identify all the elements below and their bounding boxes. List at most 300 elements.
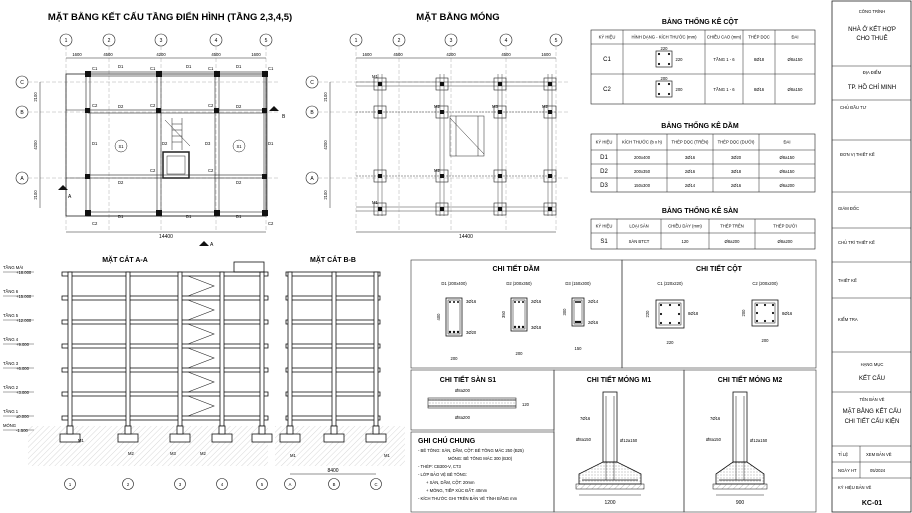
label-c1: C1 xyxy=(92,66,98,71)
rebar-dot xyxy=(577,301,579,303)
cell-stirrup: Ø8a150 xyxy=(787,57,803,62)
section-aa-title: MẶT CẮT A-A xyxy=(102,257,148,264)
level-elevation: +3.000 xyxy=(16,390,29,395)
footing-column xyxy=(498,174,502,178)
rebar-dot xyxy=(514,301,516,303)
level-name: TẦNG 3 xyxy=(3,361,19,366)
beam-name: D1 (200x400) xyxy=(441,281,467,286)
beam-cell: 150x300 xyxy=(633,183,651,188)
floor-plan-title: MẶT BẰNG KẾT CẤU TẦNG ĐIỂN HÌNH (TẦNG 2,3,4,5) xyxy=(47,12,293,23)
label-m1: M1 xyxy=(372,74,378,79)
rebar-dot xyxy=(764,304,766,306)
beam-section xyxy=(446,298,462,336)
grid-letter: C xyxy=(374,482,378,487)
rebar-dot xyxy=(678,313,680,315)
cell-symbol: C1 xyxy=(603,57,611,63)
section-column xyxy=(68,272,72,426)
beam-bottom-bar: 3Ø18 xyxy=(531,325,542,330)
section-pedestal xyxy=(287,426,293,434)
span-label: 4500 xyxy=(501,52,511,57)
footing-column xyxy=(378,110,382,114)
category-value: KẾT CẤU xyxy=(859,376,885,382)
label-m2: M2 xyxy=(434,104,440,109)
label-m1: M1 xyxy=(384,453,390,458)
grid-number: 3 xyxy=(159,38,163,44)
rebar-dot xyxy=(514,326,516,328)
rebar-dot xyxy=(579,321,581,323)
section-aa-grid-heads xyxy=(65,479,268,490)
beam-cell: 200x350 xyxy=(633,169,651,174)
section-aa-ground xyxy=(28,426,268,466)
section-footing xyxy=(324,434,344,442)
grid-number: 4 xyxy=(214,38,218,44)
label-d1: D1 xyxy=(186,64,192,69)
slab-detail xyxy=(428,388,530,420)
date-value: 05/2024 xyxy=(870,468,886,473)
rebar-dot xyxy=(449,301,451,303)
beam-cell: D3 xyxy=(600,183,608,189)
span-label: 4500 xyxy=(103,52,113,57)
foundation-plan xyxy=(306,11,568,240)
section-pedestal xyxy=(259,426,265,434)
beam-bottom-bar: 3Ø20 xyxy=(466,330,477,335)
slab-schedule xyxy=(591,205,815,249)
rebar-dot xyxy=(668,63,670,65)
rebar-dot xyxy=(457,301,459,303)
floor-slab xyxy=(62,296,268,300)
label-d2: D2 xyxy=(118,104,124,109)
rebar-dot xyxy=(453,301,455,303)
rebar-dot xyxy=(756,304,758,306)
section-mark-a: A xyxy=(68,194,72,200)
beam-cell: 3Ø18 xyxy=(730,169,742,174)
note-line: - LỚP BẢO VỆ BÊ TÔNG: xyxy=(418,472,468,477)
rebar-dot xyxy=(658,93,660,95)
footing-bar: Ø12a150 xyxy=(750,438,768,443)
level-elevation: +15.000 xyxy=(16,294,32,299)
rebar-dot xyxy=(522,326,524,328)
note-line: + MÓNG, TIẾP XÚC ĐẤT: 40mm xyxy=(426,488,488,493)
grid-number: 3 xyxy=(449,38,453,44)
floor-plan-total-length: 14400 xyxy=(159,234,173,240)
span-label: 4500 xyxy=(211,52,221,57)
label-c2: C2 xyxy=(92,103,98,108)
footing-bar: Ø12a150 xyxy=(620,438,638,443)
column-stirrup xyxy=(659,303,681,325)
cell-stirrup: Ø8a150 xyxy=(787,87,803,92)
section-pedestal xyxy=(219,426,225,434)
cell-dim: 220 xyxy=(660,46,668,51)
grid-number: 1 xyxy=(354,38,358,44)
label-c2: C2 xyxy=(268,221,274,226)
rebar-dot xyxy=(668,93,670,95)
stair-flight xyxy=(188,348,214,368)
column-bar: 8Ø16 xyxy=(782,311,793,316)
column-details xyxy=(645,281,793,345)
level-name: TẦNG 1 xyxy=(3,409,19,414)
section-pedestal xyxy=(67,426,73,434)
span-label: 1600 xyxy=(251,52,261,57)
grid-number: 2 xyxy=(126,482,130,487)
column-dim: 220 xyxy=(645,310,650,318)
designer-unit-label: ĐƠN VỊ THIẾT KẾ xyxy=(840,152,875,157)
beam-cell: Ø6a200 xyxy=(779,183,795,188)
beam-height: 300 xyxy=(562,308,567,316)
beam-width: 200 xyxy=(515,351,523,356)
section-footing xyxy=(170,434,190,442)
table-header: CHIỀU DÀY (mm) xyxy=(668,223,702,229)
label-m1: M1 xyxy=(290,453,296,458)
beam-detail-title: CHI TIẾT DẦM xyxy=(492,266,540,273)
level-elevation: -1.500 xyxy=(16,428,28,433)
beam-details xyxy=(436,281,599,361)
column-detail-title: CHI TIẾT CỘT xyxy=(696,266,742,273)
table-header: THÉP DỌC (TRÊN) xyxy=(671,139,709,145)
span-label: 2100 xyxy=(33,92,38,102)
rebar-dot xyxy=(772,304,774,306)
rebar-dot xyxy=(772,312,774,314)
cell-dim: 220 xyxy=(675,57,683,62)
label-c2: C2 xyxy=(150,168,156,173)
table-header: LOẠI SÀN xyxy=(629,223,649,229)
label-c2: C2 xyxy=(208,168,214,173)
section-level-markers xyxy=(3,265,34,433)
foundation-grid-heads xyxy=(306,34,568,230)
table-header: ĐAI xyxy=(783,139,791,145)
section-column xyxy=(288,272,292,426)
table-header: KÝ HIỆU xyxy=(598,34,616,40)
section-aa xyxy=(3,255,272,490)
notes-title: GHI CHÚ CHUNG xyxy=(418,438,476,445)
label-d2: D2 xyxy=(118,180,124,185)
footing-lean-concrete xyxy=(576,484,644,489)
label-c2: C2 xyxy=(208,103,214,108)
rebar-dot xyxy=(678,304,680,306)
cell-symbol: C2 xyxy=(603,87,611,93)
beam-stirrup xyxy=(574,300,582,324)
label-c1: C1 xyxy=(208,66,214,71)
beam-top-bar: 2Ø16 xyxy=(531,299,542,304)
section-mark-b: B xyxy=(282,114,286,120)
grid-number: 4 xyxy=(504,38,508,44)
footing-pedestal xyxy=(603,392,617,462)
foundation-footings xyxy=(372,74,556,215)
label-d1: D1 xyxy=(268,141,274,146)
section-footing xyxy=(60,434,80,442)
rebar-dot xyxy=(668,53,670,55)
slab-cell: Ø8a200 xyxy=(777,239,793,244)
column-bar: 8Ø18 xyxy=(688,311,699,316)
cell-long-bar: 8Ø16 xyxy=(753,87,765,92)
notes-lines xyxy=(418,448,524,501)
rebar-dot xyxy=(756,320,758,322)
project-label: CÔNG TRÌNH xyxy=(858,9,886,14)
table-header: CHIỀU CAO (mm) xyxy=(706,34,742,40)
floor-slab xyxy=(62,344,268,348)
table-header: THÉP TRÊN xyxy=(720,223,744,229)
beam-name: D2 (200x350) xyxy=(506,281,532,286)
label-d2: D2 xyxy=(236,104,242,109)
label-d1: D1 xyxy=(236,214,242,219)
stair-flight xyxy=(188,300,214,320)
table-header: KÝ HIỆU xyxy=(595,139,613,145)
cell-dim: 200 xyxy=(660,76,668,81)
beam-height: 350 xyxy=(501,311,506,318)
rebar-dot xyxy=(658,83,660,85)
footing-bar: 7Ø16 xyxy=(580,416,591,421)
table-header: THÉP DƯỚI xyxy=(773,223,797,229)
footing-lean-concrete xyxy=(713,484,767,489)
label-d3: D3 xyxy=(205,141,211,146)
grid-number: 2 xyxy=(107,38,111,44)
beam-name: D3 (150x300) xyxy=(565,281,591,286)
beam-cell: D2 xyxy=(600,169,608,175)
beam-top-bar: 3Ø16 xyxy=(466,299,477,304)
footing-column xyxy=(378,174,382,178)
label-d2: D2 xyxy=(162,141,168,146)
column-name: C1 (220x220) xyxy=(657,281,683,286)
grid-letter: B xyxy=(310,110,314,116)
section-column xyxy=(126,272,130,426)
drawing-name-line2: CHI TIẾT CẤU KIỆN xyxy=(844,419,900,425)
label-m1: M1 xyxy=(78,438,84,443)
section-bb-frame xyxy=(286,272,380,426)
section-footing xyxy=(118,434,138,442)
rebar-dot xyxy=(457,331,459,333)
span-label: 1600 xyxy=(362,52,372,57)
label-d1: D1 xyxy=(118,64,124,69)
slab-top-bar: Ø8a200 xyxy=(455,388,470,393)
grid-number: 4 xyxy=(220,482,224,487)
level-elevation: +18.000 xyxy=(16,270,32,275)
beam-schedule xyxy=(591,120,815,192)
note-line: MÓNG: BÊ TÔNG MÁC 300 (B30) xyxy=(448,456,513,461)
table-header: KÍCH THƯỚC (b x h) xyxy=(622,139,662,145)
stair-flight xyxy=(188,324,214,344)
column-name: C2 (200x200) xyxy=(752,281,778,286)
footing-column xyxy=(440,174,444,178)
section-pedestal xyxy=(125,426,131,434)
footing-column xyxy=(440,207,444,211)
stair-flight xyxy=(188,396,214,416)
footing-width: 1200 xyxy=(604,500,616,506)
label-c2: C2 xyxy=(92,221,98,226)
label-m2: M2 xyxy=(434,168,440,173)
grid-letter: A xyxy=(288,482,292,487)
footing-m2-title: CHI TIẾT MÓNG M2 xyxy=(717,377,783,384)
rebar-dot xyxy=(518,301,520,303)
footing-bar: 7Ø16 xyxy=(710,416,721,421)
footing-base xyxy=(579,462,641,484)
date-label: NGÀY HT xyxy=(838,468,857,473)
footing-column xyxy=(548,110,552,114)
floor-slab xyxy=(62,392,268,396)
footing-column xyxy=(498,82,502,86)
drawing-code-label: KÝ HIỆU BẢN VẼ xyxy=(838,485,872,490)
grid-number: 1 xyxy=(64,38,68,44)
section-column xyxy=(332,272,336,426)
label-m3: M3 xyxy=(492,104,498,109)
grid-letter: C xyxy=(20,80,24,86)
span-label: 4200 xyxy=(446,52,456,57)
section-footing xyxy=(366,434,386,442)
stair-flight xyxy=(188,372,214,392)
section-bb xyxy=(275,255,405,490)
foundation-stair xyxy=(450,116,484,156)
floor-plan-stair xyxy=(163,118,190,178)
rebar-dot xyxy=(669,322,671,324)
cell-height: TẦNG 1 - 6 xyxy=(713,57,735,62)
footing-m2-detail xyxy=(706,392,768,506)
slab-schedule-title: BẢNG THỐNG KÊ SÀN xyxy=(661,208,739,215)
rebar-dot xyxy=(579,301,581,303)
label-m1: M1 xyxy=(372,200,378,205)
foundation-span-labels xyxy=(323,52,551,200)
beam-schedule-title: BẢNG THỐNG KÊ DẦM xyxy=(661,123,739,130)
table-header: KÝ HIỆU xyxy=(595,223,613,229)
slab-cell: SÀN BTCT xyxy=(628,239,650,244)
slab-thickness: 120 xyxy=(522,402,529,407)
drawing-code-value: KC-01 xyxy=(861,500,883,507)
rebar-dot xyxy=(756,312,758,314)
level-elevation: +9.000 xyxy=(16,342,29,347)
section-pedestal xyxy=(177,426,183,434)
table-header: THÉP DỌC xyxy=(748,34,770,40)
column-dim: 200 xyxy=(761,338,769,343)
footing-column xyxy=(378,207,382,211)
section-pedestal xyxy=(373,426,379,434)
table-header: HÌNH DẠNG - KÍCH THƯỚC (mm) xyxy=(631,34,697,40)
rebar-dot xyxy=(658,53,660,55)
table-header: ĐAI xyxy=(791,34,799,40)
level-name: TẦNG 2 xyxy=(3,385,19,390)
level-name: TẦNG 5 xyxy=(3,313,19,318)
rebar-dot xyxy=(518,326,520,328)
cell-long-bar: 8Ø18 xyxy=(753,57,765,62)
section-pedestal xyxy=(331,426,337,434)
stair-flight xyxy=(188,276,214,296)
rebar-dot xyxy=(678,322,680,324)
beam-top-bar: 2Ø14 xyxy=(588,299,599,304)
grid-letter: A xyxy=(20,176,24,182)
footing-base xyxy=(716,462,764,484)
note-line: - KÍCH THƯỚC GHI TRÊN BẢN VẼ TÍNH BẰNG mm xyxy=(418,496,518,501)
span-label: 1600 xyxy=(541,52,551,57)
label-d1: D1 xyxy=(92,141,98,146)
section-aa-frame xyxy=(62,262,268,426)
title-block xyxy=(832,1,911,512)
footing-m1-detail xyxy=(576,392,644,506)
section-footing xyxy=(280,434,300,442)
beam-cell: 3Ø16 xyxy=(684,155,696,160)
rebar-dot xyxy=(660,322,662,324)
roof-structure xyxy=(234,262,264,272)
span-label: 4200 xyxy=(323,140,328,150)
label-d1: D1 xyxy=(236,64,242,69)
span-label: 4200 xyxy=(33,140,38,150)
location-label: ĐỊA ĐIỂM xyxy=(862,70,882,75)
span-label: 4500 xyxy=(393,52,403,57)
project-name-line1: NHÀ Ở KẾT HỢP xyxy=(848,27,896,33)
label-c1: C1 xyxy=(150,66,156,71)
table-header: THÉP DỌC (DƯỚI) xyxy=(717,139,755,145)
beam-cell: 3Ø20 xyxy=(730,155,742,160)
rebar-dot xyxy=(453,331,455,333)
beam-cell: 2Ø14 xyxy=(684,183,696,188)
foundation-plan-title: MẶT BẰNG MÓNG xyxy=(416,12,500,23)
rebar-dot xyxy=(772,320,774,322)
grid-letter: B xyxy=(20,110,24,116)
designer-label: THIẾT KẾ xyxy=(838,278,857,283)
rebar-dot xyxy=(660,304,662,306)
footing-width: 900 xyxy=(735,500,745,506)
beam-cell: Ø8a150 xyxy=(779,169,795,174)
drawing-name-label: TÊN BẢN VẼ xyxy=(859,397,885,402)
grid-number: 1 xyxy=(68,482,72,487)
span-label: 2100 xyxy=(323,92,328,102)
rebar-dot xyxy=(668,83,670,85)
beam-cell: Ø8a150 xyxy=(779,155,795,160)
rebar-dot xyxy=(658,63,660,65)
floor-plan-dims xyxy=(40,58,266,232)
section-bb-ground xyxy=(275,426,405,466)
beam-height: 400 xyxy=(436,313,441,321)
footing-column xyxy=(498,110,502,114)
section-column xyxy=(178,272,182,426)
drawing-name-line1: MẶT BẰNG KẾT CẤU xyxy=(842,409,902,415)
project-name-line2: CHO THUÊ xyxy=(856,36,888,42)
section-bb-width: 8400 xyxy=(327,468,339,474)
grid-letter: A xyxy=(310,176,314,182)
grid-letter: B xyxy=(332,482,336,487)
column-dim: 200 xyxy=(741,309,746,317)
label-m2: M2 xyxy=(128,451,134,456)
slab-cell: 120 xyxy=(681,239,689,244)
beam-cell: 2Ø16 xyxy=(730,183,742,188)
floor-plan xyxy=(16,11,292,248)
section-column xyxy=(220,272,224,426)
grid-number: 5 xyxy=(260,482,264,487)
footing-bar: Ø8a150 xyxy=(576,437,591,442)
level-name: TẦNG 6 xyxy=(3,289,19,294)
cell-dim: 200 xyxy=(675,87,683,92)
label-m2: M2 xyxy=(542,104,548,109)
scale-value: XEM BẢN VẼ xyxy=(866,452,892,457)
beam-bottom-bar: 2Ø16 xyxy=(588,320,599,325)
section-footing xyxy=(212,434,232,442)
level-elevation: +12.000 xyxy=(16,318,32,323)
grid-number: 3 xyxy=(178,482,182,487)
footing-m1-title: CHI TIẾT MÓNG M1 xyxy=(586,377,652,384)
level-elevation: ±0.000 xyxy=(16,414,29,419)
grid-letter: C xyxy=(310,80,314,86)
label-c2: C2 xyxy=(150,103,156,108)
grid-number: 2 xyxy=(397,38,401,44)
scale-label: TỈ LỆ xyxy=(838,452,849,457)
beam-cell: 2Ø16 xyxy=(684,169,696,174)
level-name: TẦNG MÁI xyxy=(3,265,24,270)
rebar-dot xyxy=(449,331,451,333)
rebar-dot xyxy=(669,304,671,306)
column-dim: 220 xyxy=(666,340,674,345)
note-line: + SÀN, DẦM, CỘT: 20mm xyxy=(426,480,475,485)
span-label: 4200 xyxy=(156,52,166,57)
beam-width: 200 xyxy=(450,356,458,361)
beam-stirrup xyxy=(513,300,525,329)
section-bb-title: MẶT CẮT B-B xyxy=(310,257,356,264)
column-schedule-title: BẢNG THỐNG KÊ CỘT xyxy=(661,19,739,26)
grid-number: 5 xyxy=(264,38,268,44)
